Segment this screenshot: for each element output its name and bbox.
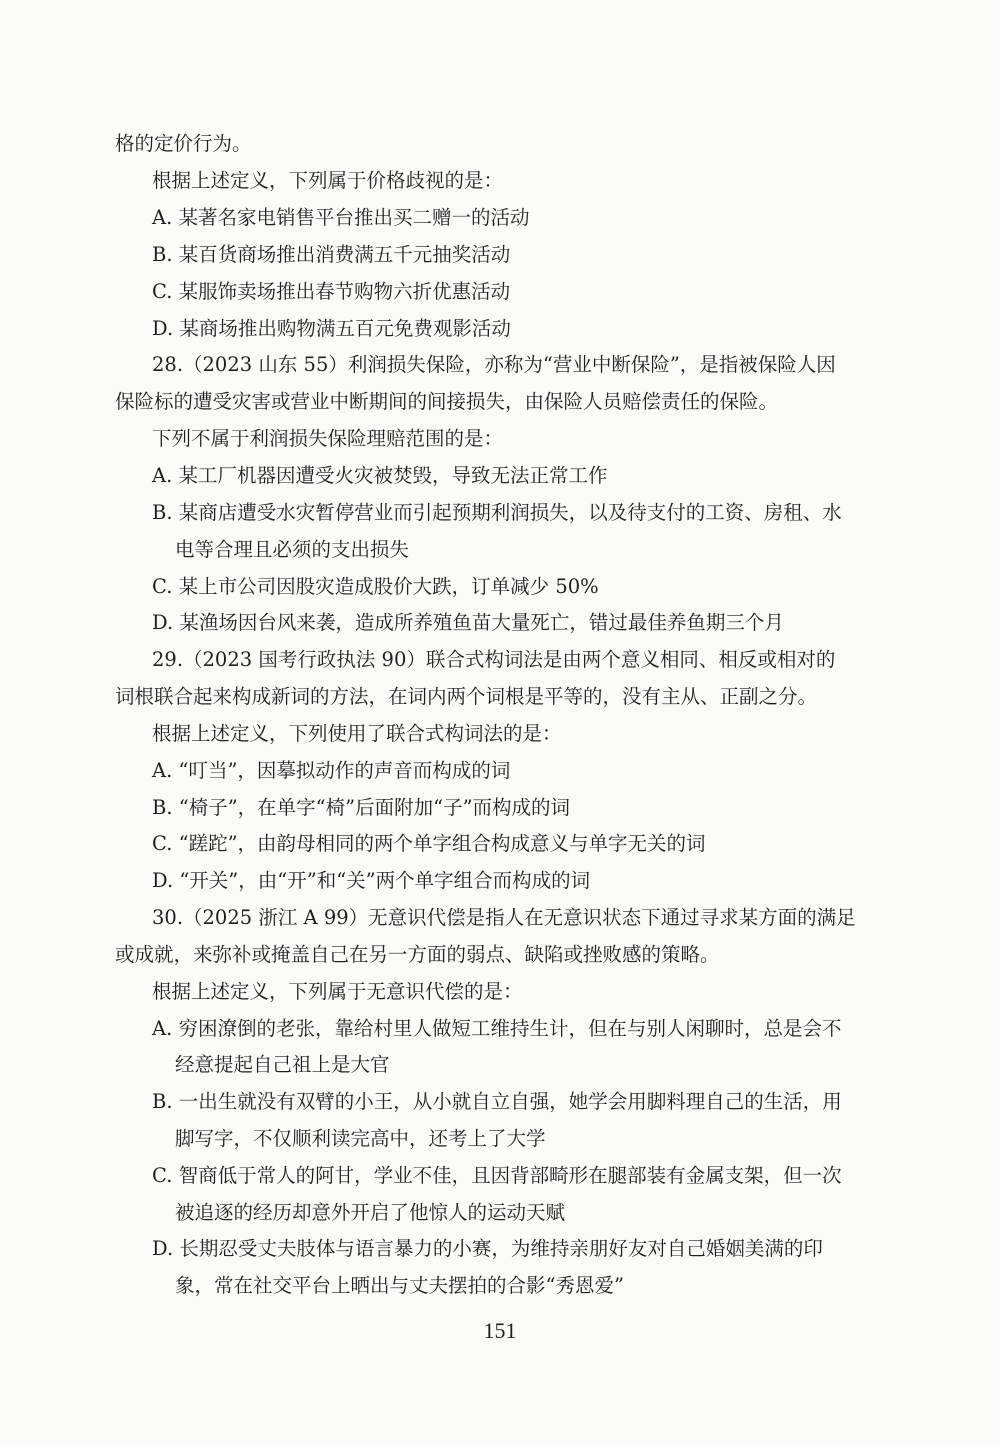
- text-line-21: D. “开关”，由“开”和“关”两个单字组合而构成的词: [152, 869, 591, 892]
- page-number: 151: [483, 1318, 517, 1343]
- text-line-23: 或成就，来弥补或掩盖自己在另一方面的弱点、缺陷或挫败感的策略。: [115, 943, 720, 966]
- text-line-26: 经意提起自己祖上是大官: [175, 1053, 390, 1076]
- text-line-27: B. 一出生就没有双臂的小王，从小就自立自强，她学会用脚料理自己的生活，用: [152, 1090, 842, 1113]
- text-line-28: 脚写字，不仅顺利读完高中，还考上了大学: [175, 1127, 546, 1150]
- text-line-25: A. 穷困潦倒的老张，靠给村里人做短工维持生计，但在与别人闲聊时，总是会不: [152, 1017, 842, 1040]
- text-line-5: C. 某服饰卖场推出春节购物六折优惠活动: [152, 280, 511, 303]
- text-line-12: 电等合理且必须的支出损失: [175, 538, 410, 561]
- text-line-7: 28.（2023 山东 55）利润损失保险，亦称为“营业中断保险”，是指被保险人因: [152, 353, 836, 376]
- text-line-19: B. “椅子”，在单字“椅”后面附加“子”而构成的词: [152, 796, 571, 819]
- text-line-11: B. 某商店遭受水灾暂停营业而引起预期利润损失，以及待支付的工资、房租、水: [152, 501, 842, 524]
- text-line-30: 被追逐的经历却意外开启了他惊人的运动天赋: [175, 1201, 566, 1224]
- text-line-6: D. 某商场推出购物满五百元免费观影活动: [152, 317, 511, 340]
- text-line-3: A. 某著名家电销售平台推出买二赠一的活动: [152, 206, 530, 229]
- text-line-1: 格的定价行为。: [115, 132, 252, 155]
- text-line-15: 29.（2023 国考行政执法 90）联合式构词法是由两个意义相同、相反或相对的: [152, 648, 836, 671]
- text-line-31: D. 长期忍受丈夫肢体与语言暴力的小赛，为维持亲朋好友对自己婚姻美满的印: [152, 1237, 823, 1260]
- text-line-16: 词根联合起来构成新词的方法，在词内两个词根是平等的，没有主从、正副之分。: [115, 685, 818, 708]
- text-line-24: 根据上述定义，下列属于无意识代偿的是：: [152, 980, 523, 1003]
- text-line-29: C. 智商低于常人的阿甘，学业不佳，且因背部畸形在腿部装有金属支架，但一次: [152, 1164, 842, 1187]
- text-line-14: D. 某渔场因台风来袭，造成所养殖鱼苗大量死亡，错过最佳养鱼期三个月: [152, 611, 784, 634]
- text-line-20: C. “蹉跎”，由韵母相同的两个单字组合构成意义与单字无关的词: [152, 832, 706, 855]
- text-line-32: 象，常在社交平台上晒出与丈夫摆拍的合影“秀恩爱”: [175, 1274, 624, 1297]
- text-line-9: 下列不属于利润损失保险理赔范围的是：: [152, 427, 504, 450]
- text-line-2: 根据上述定义，下列属于价格歧视的是：: [152, 169, 504, 192]
- text-line-13: C. 某上市公司因股灾造成股价大跌，订单减少 50%: [152, 575, 599, 598]
- text-line-10: A. 某工厂机器因遭受火灾被焚毁，导致无法正常工作: [152, 464, 608, 487]
- text-line-4: B. 某百货商场推出消费满五千元抽奖活动: [152, 243, 511, 266]
- text-line-17: 根据上述定义，下列使用了联合式构词法的是：: [152, 722, 562, 745]
- text-line-18: A. “叮当”，因摹拟动作的声音而构成的词: [152, 759, 511, 782]
- text-line-22: 30.（2025 浙江 A 99）无意识代偿是指人在无意识状态下通过寻求某方面的满足: [152, 906, 856, 929]
- text-line-8: 保险标的遭受灾害或营业中断期间的间接损失，由保险人员赔偿责任的保险。: [115, 390, 779, 413]
